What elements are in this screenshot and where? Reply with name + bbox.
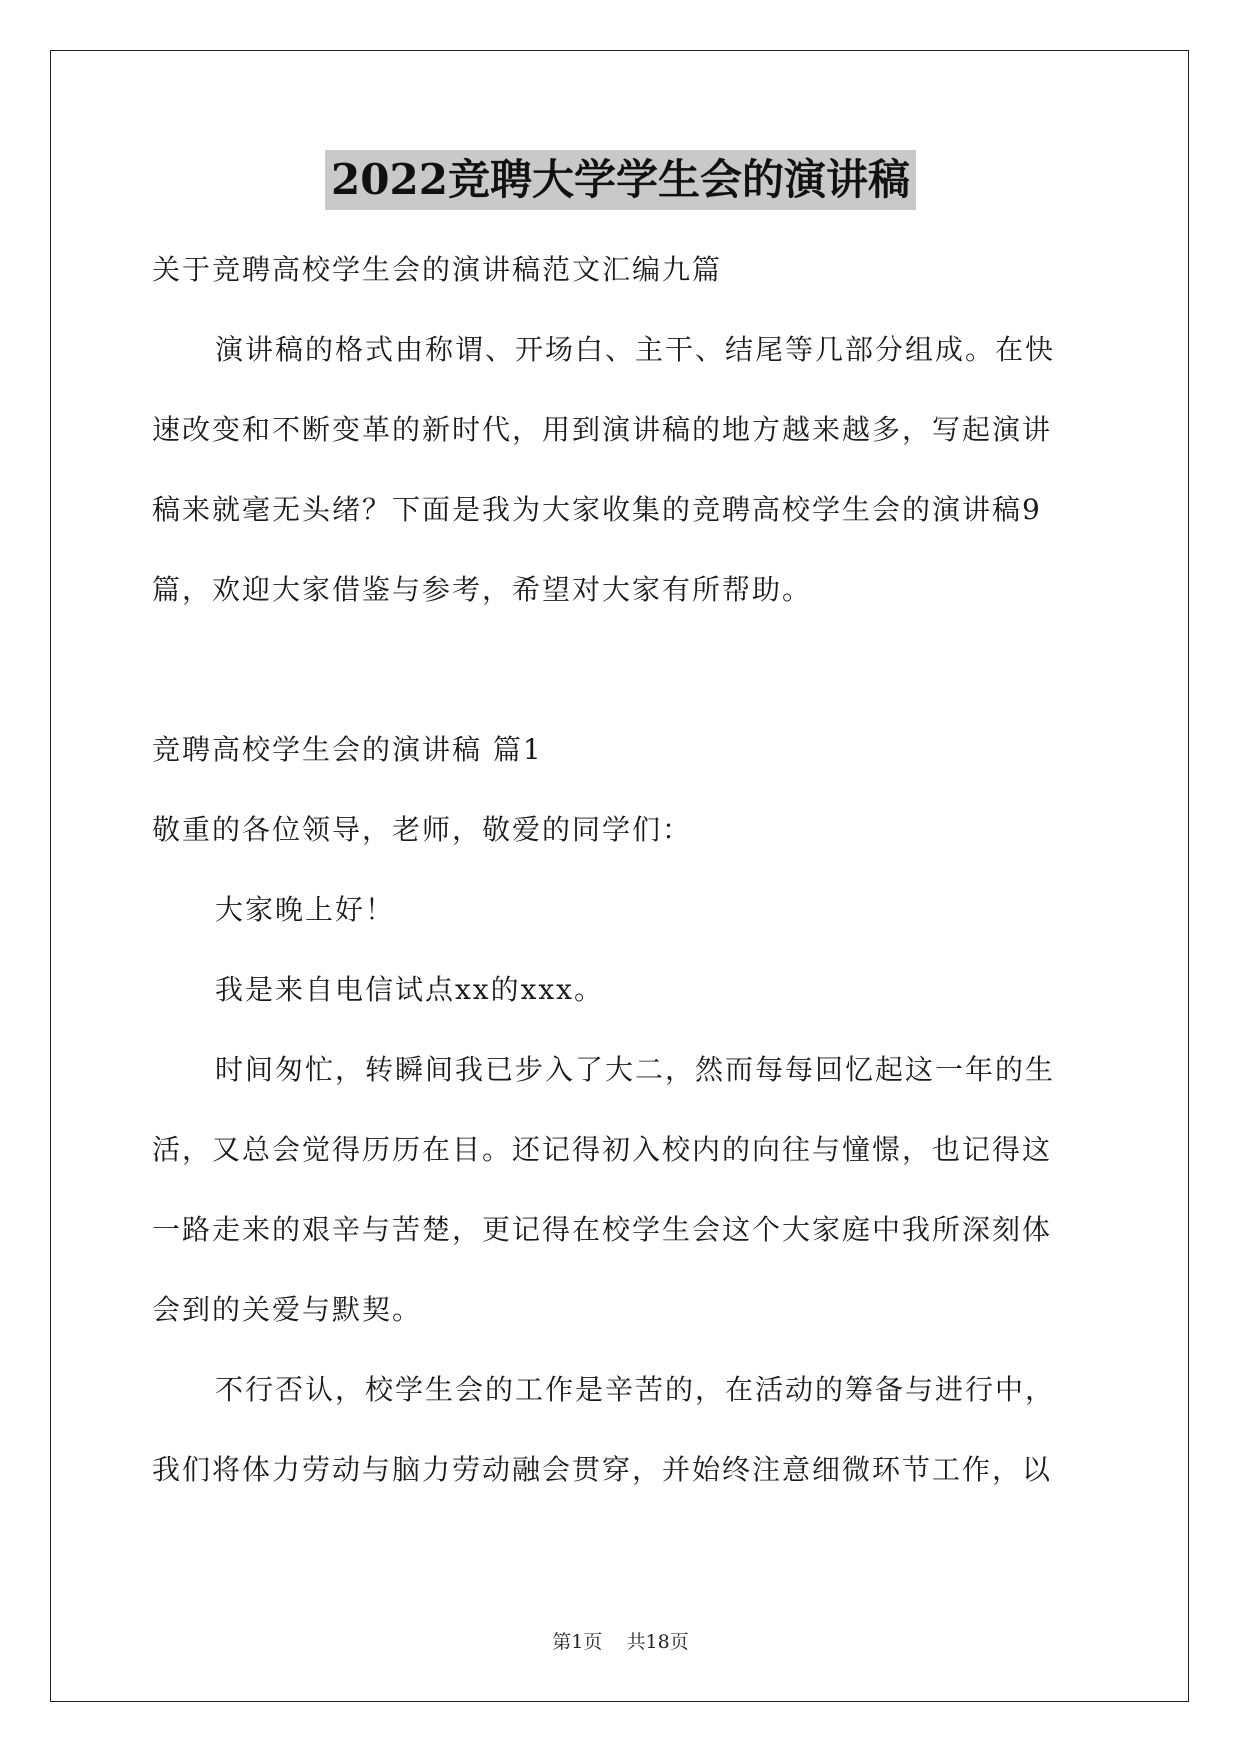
- section-heading: 竞聘高校学生会的演讲稿 篇1: [152, 733, 543, 766]
- footer-spacer: [602, 1631, 626, 1653]
- paragraph-gap: [152, 630, 1092, 710]
- intro-line: 演讲稿的格式由称谓、开场白、主干、结尾等几部分组成。在快: [215, 333, 1056, 366]
- salutation: 敬重的各位领导，老师，敬爱的同学们：: [152, 813, 693, 846]
- document-body: [152, 230, 1092, 1510]
- intro-line: 速改变和不断变革的新时代，用到演讲稿的地方越来越多，写起演讲: [152, 413, 1053, 446]
- paragraph-line: 我们将体力劳动与脑力劳动融会贯穿，并始终注意细微环节工作，以: [152, 1453, 1053, 1486]
- paragraph-line: 时间匆忙，转瞬间我已步入了大二，然而每每回忆起这一年的生: [215, 1053, 1056, 1086]
- document-title: 2022竞聘大学学生会的演讲稿: [325, 150, 916, 210]
- greeting: 大家晚上好！: [215, 893, 396, 926]
- paragraph-line: 会到的关爱与默契。: [152, 1293, 423, 1326]
- page-number: 第1页: [552, 1631, 603, 1653]
- paragraph-line: 不行否认，校学生会的工作是辛苦的，在活动的筹备与进行中，: [215, 1373, 1056, 1406]
- paragraph-line: 一路走来的艰辛与苦楚，更记得在校学生会这个大家庭中我所深刻体: [152, 1213, 1053, 1246]
- self-intro: 我是来自电信试点xx的xxx。: [215, 973, 604, 1006]
- document-subtitle: 关于竞聘高校学生会的演讲稿范文汇编九篇: [152, 253, 723, 286]
- intro-line: 篇，欢迎大家借鉴与参考，希望对大家有所帮助。: [152, 573, 813, 606]
- page-total: 共18页: [626, 1631, 689, 1653]
- paragraph-line: 活，又总会觉得历历在目。还记得初入校内的向往与憧憬，也记得这: [152, 1133, 1053, 1166]
- intro-line: 稿来就毫无头绪？下面是我为大家收集的竞聘高校学生会的演讲稿9: [152, 493, 1042, 526]
- page-footer: [0, 1627, 1241, 1654]
- title-container: [0, 150, 1241, 210]
